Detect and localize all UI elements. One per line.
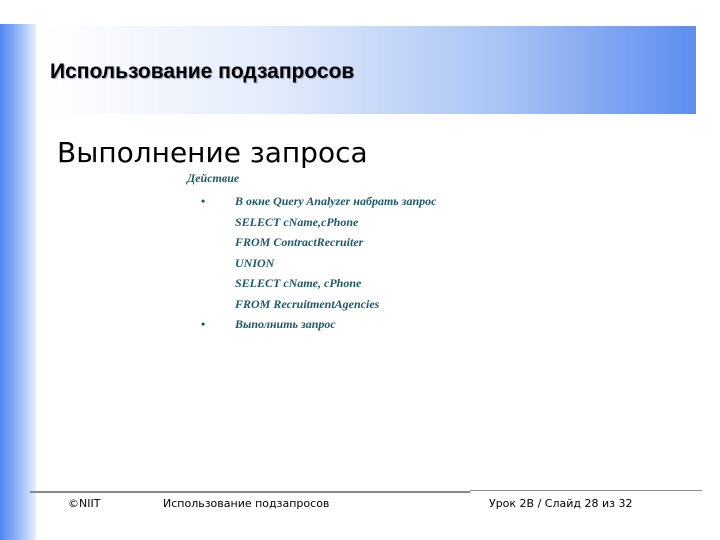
content-line: [187, 314, 607, 335]
content-line-text: В окне Query Analyzer набрать запрос: [235, 194, 437, 208]
left-accent-bar: [0, 24, 36, 540]
footer-topic: Использование подзапросов: [163, 497, 330, 510]
content-line-text: FROM ContractRecruiter: [235, 235, 364, 249]
content-line: [187, 212, 607, 233]
content-line: [187, 191, 607, 212]
bullet-icon: •: [201, 317, 206, 331]
footer-slide-info: Урок 2B / Слайд 28 из 32: [489, 497, 633, 510]
bullet-icon: •: [201, 194, 206, 208]
content-line-text: Выполнить запрос: [235, 317, 336, 331]
slide-subtitle: Выполнение запроса: [57, 136, 368, 169]
content-line: [187, 273, 607, 294]
content-line: [187, 253, 607, 274]
footer-copyright: ©NIIT: [68, 497, 101, 510]
footer-divider: [470, 490, 702, 491]
content-line: [187, 294, 607, 315]
slide-title: Использование подзапросов: [50, 60, 355, 83]
footer-divider: [30, 491, 470, 493]
content-line-text: SELECT cName,cPhone: [235, 214, 359, 229]
content-line-text: FROM RecruitmentAgencies: [235, 296, 380, 311]
content-heading: Действие: [187, 171, 240, 185]
content-line-text: SELECT cName, cPhone: [235, 276, 362, 290]
content-line-text: UNION: [235, 255, 275, 270]
slide-content: [187, 170, 607, 335]
content-line: [187, 232, 607, 253]
